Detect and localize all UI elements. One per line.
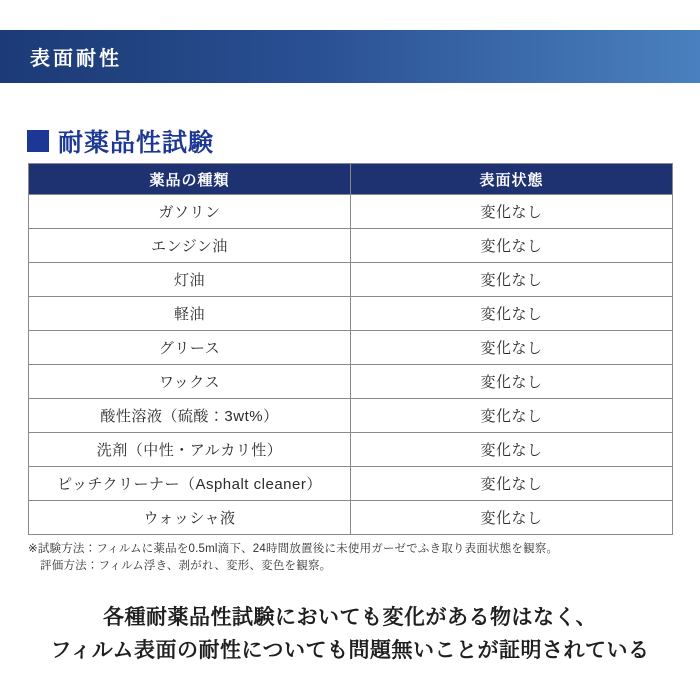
summary-statement (0, 601, 700, 667)
table-header-row (29, 164, 673, 195)
surface-state-cell: 変化なし (351, 331, 673, 365)
table-row (29, 365, 673, 399)
chemical-name-cell: 軽油 (29, 297, 351, 331)
surface-state-cell: 変化なし (351, 195, 673, 229)
column-header-chemical-type: 薬品の種類 (29, 164, 351, 195)
chemical-name-cell: ワックス (29, 365, 351, 399)
chemical-name-cell: ウォッシャ液 (29, 501, 351, 535)
surface-state-cell: 変化なし (351, 229, 673, 263)
page-banner (0, 30, 700, 83)
square-bullet-icon (27, 130, 49, 152)
chemical-resistance-table (28, 163, 673, 535)
surface-state-cell: 変化なし (351, 263, 673, 297)
section-heading-label: 耐薬品性試験 (58, 129, 215, 157)
chemical-name-cell: グリース (29, 331, 351, 365)
banner-title: 表面耐性 (30, 48, 122, 70)
table-row (29, 263, 673, 297)
surface-state-cell: 変化なし (351, 399, 673, 433)
chemical-name-cell: 灯油 (29, 263, 351, 297)
table-row (29, 229, 673, 263)
table-row (29, 331, 673, 365)
table-row (29, 467, 673, 501)
summary-line-1: 各種耐薬品性試験においても変化がある物はなく、 (102, 606, 598, 629)
chemical-name-cell: 洗剤（中性・アルカリ性） (29, 433, 351, 467)
footnote-evaluation-method: 評価方法：フィルム浮き、剥がれ、変形、変色を観察。 (40, 560, 332, 572)
table-row (29, 195, 673, 229)
surface-state-cell: 変化なし (351, 365, 673, 399)
surface-state-cell: 変化なし (351, 467, 673, 501)
section-heading (27, 123, 214, 159)
column-header-surface-state: 表面状態 (351, 164, 673, 195)
chemical-name-cell: ガソリン (29, 195, 351, 229)
table-row (29, 501, 673, 535)
chemical-name-cell: ピッチクリーナー（Asphalt cleaner） (29, 467, 351, 501)
table-row (29, 297, 673, 331)
summary-line-2: フィルム表面の耐性についても問題無いことが証明されている (50, 639, 650, 662)
chemical-name-cell: エンジン油 (29, 229, 351, 263)
footnote (28, 541, 672, 575)
footnote-test-method: ※試験方法：フィルムに薬品を0.5ml滴下、24時間放置後に未使用ガーゼでふき取り表面状態を観察。 (28, 543, 559, 555)
surface-state-cell: 変化なし (351, 297, 673, 331)
table-row (29, 399, 673, 433)
surface-state-cell: 変化なし (351, 433, 673, 467)
chemical-name-cell: 酸性溶液（硫酸：3wt%） (29, 399, 351, 433)
table-row (29, 433, 673, 467)
surface-state-cell: 変化なし (351, 501, 673, 535)
